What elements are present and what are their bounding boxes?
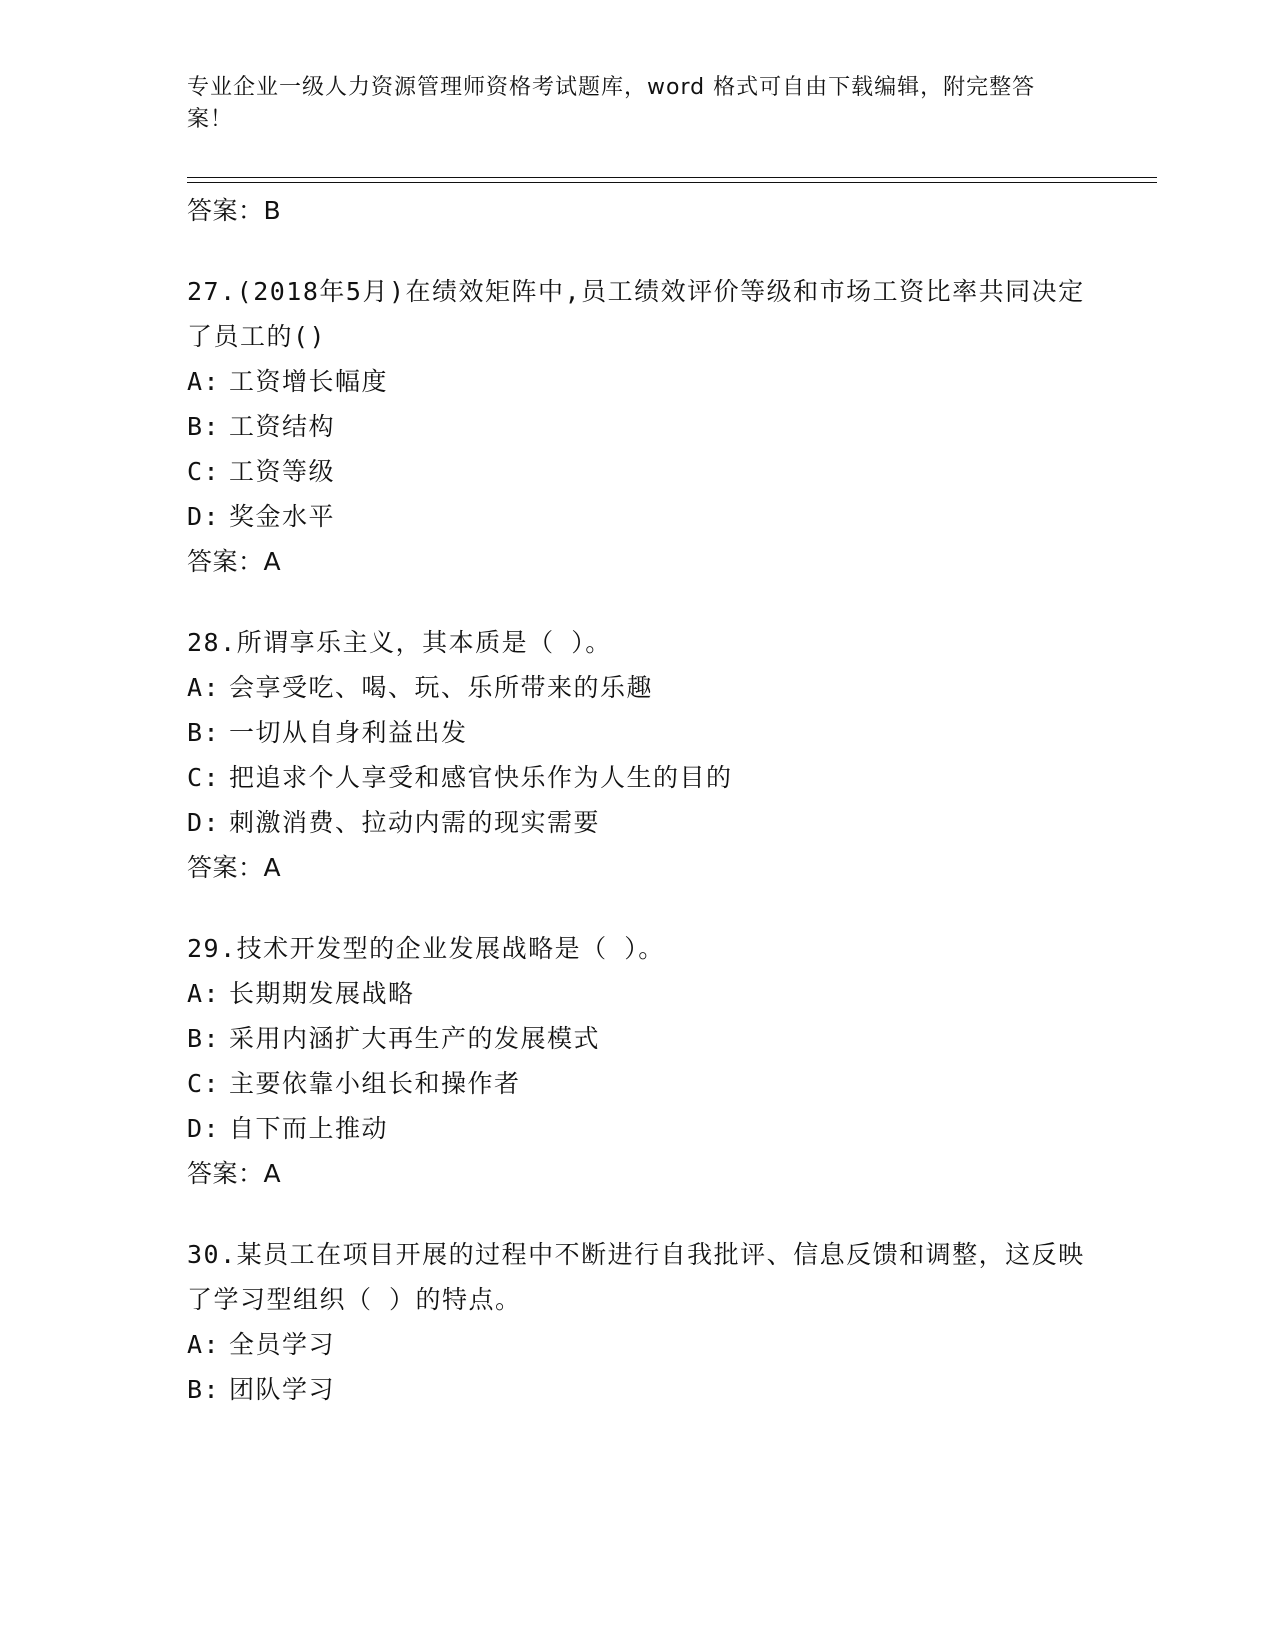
question-29 bbox=[187, 926, 1087, 1196]
option-b bbox=[187, 1016, 1087, 1061]
option-c bbox=[187, 1061, 1087, 1106]
option-letter: C: bbox=[187, 457, 221, 486]
option-text: 工资等级 bbox=[229, 457, 336, 486]
question-text: 29.技术开发型的企业发展战略是（ ）。 bbox=[187, 934, 665, 963]
option-letter: B: bbox=[187, 1375, 221, 1404]
option-letter: D: bbox=[187, 502, 221, 531]
option-text: 把追求个人享受和感官快乐作为人生的目的 bbox=[229, 763, 733, 792]
option-text: 采用内涵扩大再生产的发展模式 bbox=[229, 1024, 601, 1053]
document-header: 专业企业一级人力资源管理师资格考试题库，word 格式可自由下载编辑，附完整答案！ bbox=[187, 75, 1036, 132]
option-c bbox=[187, 755, 1087, 800]
option-d bbox=[187, 800, 1087, 845]
option-letter: A: bbox=[187, 1330, 221, 1359]
header-divider-top bbox=[187, 177, 1157, 178]
question-list bbox=[187, 188, 1087, 1448]
question-30 bbox=[187, 1232, 1087, 1412]
option-b bbox=[187, 404, 1087, 449]
option-text: 自下而上推动 bbox=[229, 1114, 389, 1143]
option-text: 刺激消费、拉动内需的现实需要 bbox=[229, 808, 601, 837]
question-27 bbox=[187, 269, 1087, 584]
previous-answer: 答案：B bbox=[187, 196, 282, 225]
answer-line: 答案：A bbox=[187, 547, 282, 576]
answer-line: 答案：A bbox=[187, 1159, 282, 1188]
option-text: 会享受吃、喝、玩、乐所带来的乐趣 bbox=[229, 673, 654, 702]
option-b bbox=[187, 1367, 1087, 1412]
option-letter: C: bbox=[187, 1069, 221, 1098]
option-a bbox=[187, 971, 1087, 1016]
option-text: 团队学习 bbox=[229, 1375, 336, 1404]
question-text: 28.所谓享乐主义，其本质是（ ）。 bbox=[187, 628, 612, 657]
option-a bbox=[187, 1322, 1087, 1367]
option-letter: B: bbox=[187, 718, 221, 747]
option-d bbox=[187, 494, 1087, 539]
question-text: 27.(2018年5月)在绩效矩阵中,员工绩效评价等级和市场工资比率共同决定了员工的() bbox=[187, 277, 1085, 351]
question-text: 30.某员工在项目开展的过程中不断进行自我批评、信息反馈和调整，这反映了学习型组织（ ）的特点。 bbox=[187, 1240, 1085, 1314]
option-d bbox=[187, 1106, 1087, 1151]
option-letter: A: bbox=[187, 673, 221, 702]
option-letter: D: bbox=[187, 808, 221, 837]
question-28 bbox=[187, 620, 1087, 890]
option-letter: C: bbox=[187, 763, 221, 792]
option-text: 工资增长幅度 bbox=[229, 367, 389, 396]
option-letter: D: bbox=[187, 1114, 221, 1143]
option-text: 工资结构 bbox=[229, 412, 336, 441]
option-b bbox=[187, 710, 1087, 755]
option-c bbox=[187, 449, 1087, 494]
answer-line: 答案：A bbox=[187, 853, 282, 882]
option-text: 长期期发展战略 bbox=[229, 979, 415, 1008]
option-letter: A: bbox=[187, 367, 221, 396]
option-letter: B: bbox=[187, 1024, 221, 1053]
option-a bbox=[187, 665, 1087, 710]
option-letter: A: bbox=[187, 979, 221, 1008]
header-divider-bottom bbox=[187, 182, 1157, 183]
option-text: 主要依靠小组长和操作者 bbox=[229, 1069, 521, 1098]
option-text: 一切从自身利益出发 bbox=[229, 718, 468, 747]
option-a bbox=[187, 359, 1087, 404]
option-text: 全员学习 bbox=[229, 1330, 336, 1359]
option-text: 奖金水平 bbox=[229, 502, 336, 531]
option-letter: B: bbox=[187, 412, 221, 441]
